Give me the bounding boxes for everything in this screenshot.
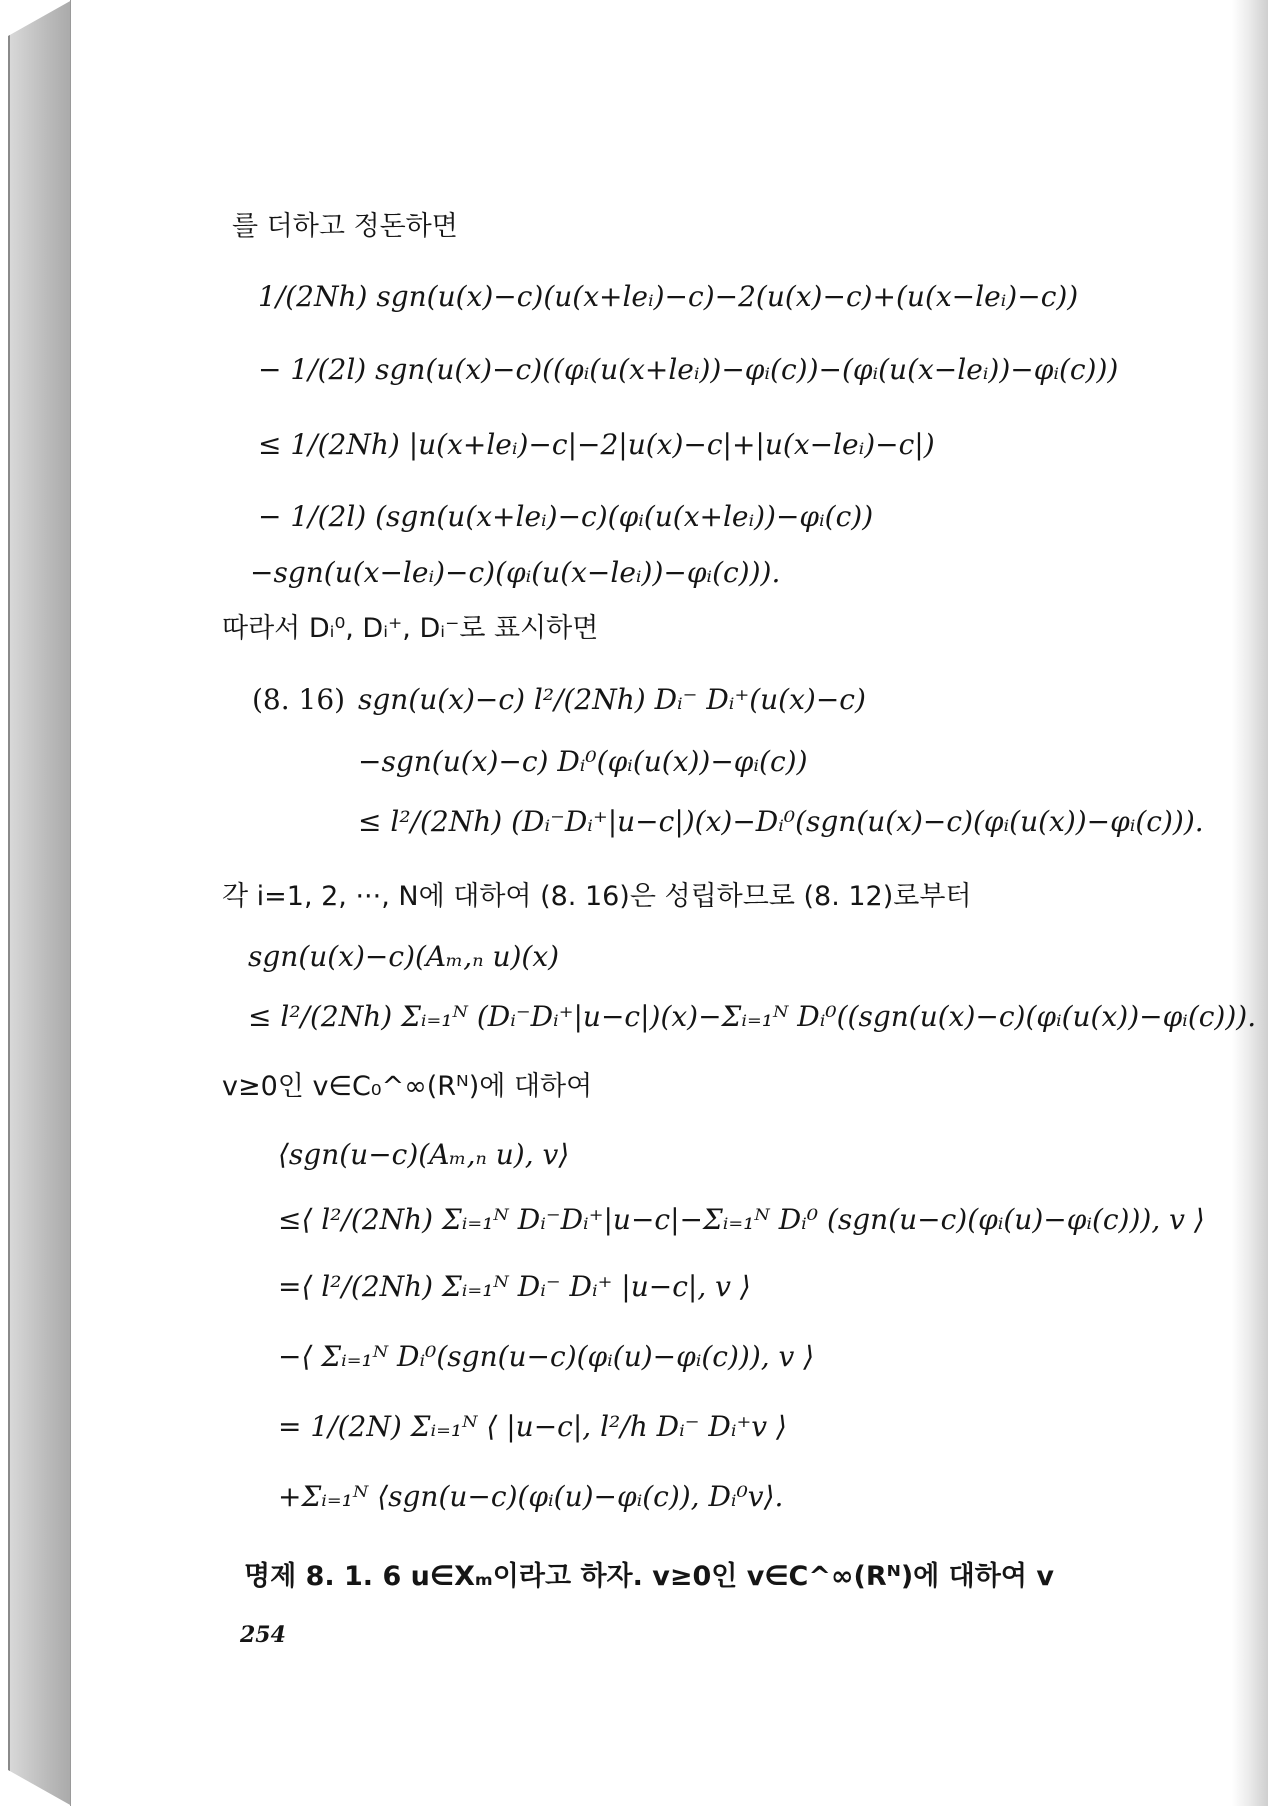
- text-notation: 따라서 Dᵢ⁰, Dᵢ⁺, Dᵢ⁻로 표시하면: [222, 613, 599, 644]
- eq3-line6: +Σᵢ₌₁ᴺ ⟨sgn(u−c)(φᵢ(u)−φᵢ(c)), Dᵢ⁰v⟩.: [278, 1480, 784, 1513]
- eq1-line4: − 1/(2l) (sgn(u(x+leᵢ)−c)(φᵢ(u(x+leᵢ))−φᵢ(c)): [258, 500, 874, 533]
- eq2-line1: sgn(u(x)−c)(Aₘ,ₙ u)(x): [248, 940, 560, 973]
- eq816-label: (8. 16): [252, 683, 346, 716]
- eq1-line2: − 1/(2l) sgn(u(x)−c)((φᵢ(u(x+leᵢ))−φᵢ(c))−(φᵢ(u(x−leᵢ))−φᵢ(c))): [258, 353, 1119, 386]
- eq1-line1: 1/(2Nh) sgn(u(x)−c)(u(x+leᵢ)−c)−2(u(x)−c)+(u(x−leᵢ)−c)): [258, 280, 1079, 313]
- eq3-line2: ≤⟨ l²/(2Nh) Σᵢ₌₁ᴺ Dᵢ⁻Dᵢ⁺|u−c|−Σᵢ₌₁ᴺ Dᵢ⁰ (sgn(u−c)(φᵢ(u)−φᵢ(c))), v ⟩: [278, 1203, 1205, 1236]
- eq816-line1: sgn(u(x)−c) l²/(2Nh) Dᵢ⁻ Dᵢ⁺(u(x)−c): [358, 683, 866, 716]
- intro-text: 를 더하고 정돈하면: [232, 211, 458, 242]
- eq1-line5: −sgn(u(x−leᵢ)−c)(φᵢ(u(x−leᵢ))−φᵢ(c))).: [250, 556, 781, 589]
- eq3-line4: −⟨ Σᵢ₌₁ᴺ Dᵢ⁰(sgn(u−c)(φᵢ(u)−φᵢ(c))), v ⟩: [278, 1340, 815, 1373]
- proposition-heading: 명제 8. 1. 6 u∈Xₘ이라고 하자. v≥0인 v∈C^∞(Rᴺ)에 대하여 v: [244, 1561, 1054, 1592]
- eq2-line2: ≤ l²/(2Nh) Σᵢ₌₁ᴺ (Dᵢ⁻Dᵢ⁺|u−c|)(x)−Σᵢ₌₁ᴺ Dᵢ⁰((sgn(u(x)−c)(φᵢ(u(x))−φᵢ(c))).: [248, 1000, 1257, 1033]
- book-edge: [8, 0, 72, 1806]
- eq1-line3: ≤ 1/(2Nh) |u(x+leᵢ)−c|−2|u(x)−c|+|u(x−leᵢ)−c|): [258, 428, 935, 461]
- text-for-v: v≥0인 v∈C₀^∞(Rᴺ)에 대하여: [222, 1071, 593, 1102]
- eq816-line3: ≤ l²/(2Nh) (Dᵢ⁻Dᵢ⁺|u−c|)(x)−Dᵢ⁰(sgn(u(x)−c)(φᵢ(u(x))−φᵢ(c))).: [358, 805, 1204, 838]
- eq3-line1: ⟨sgn(u−c)(Aₘ,ₙ u), v⟩: [278, 1138, 570, 1171]
- eq3-line3: =⟨ l²/(2Nh) Σᵢ₌₁ᴺ Dᵢ⁻ Dᵢ⁺ |u−c|, v ⟩: [278, 1270, 751, 1303]
- eq3-line5: = 1/(2N) Σᵢ₌₁ᴺ ⟨ |u−c|, l²/h Dᵢ⁻ Dᵢ⁺v ⟩: [278, 1410, 787, 1443]
- eq816-line2: −sgn(u(x)−c) Dᵢ⁰(φᵢ(u(x))−φᵢ(c)): [358, 745, 808, 778]
- text-each-i: 각 i=1, 2, ···, N에 대하여 (8. 16)은 성립하므로 (8. 12)로부터: [222, 881, 972, 912]
- page-shadow: [1232, 0, 1268, 1806]
- page-number: 254: [240, 1622, 286, 1648]
